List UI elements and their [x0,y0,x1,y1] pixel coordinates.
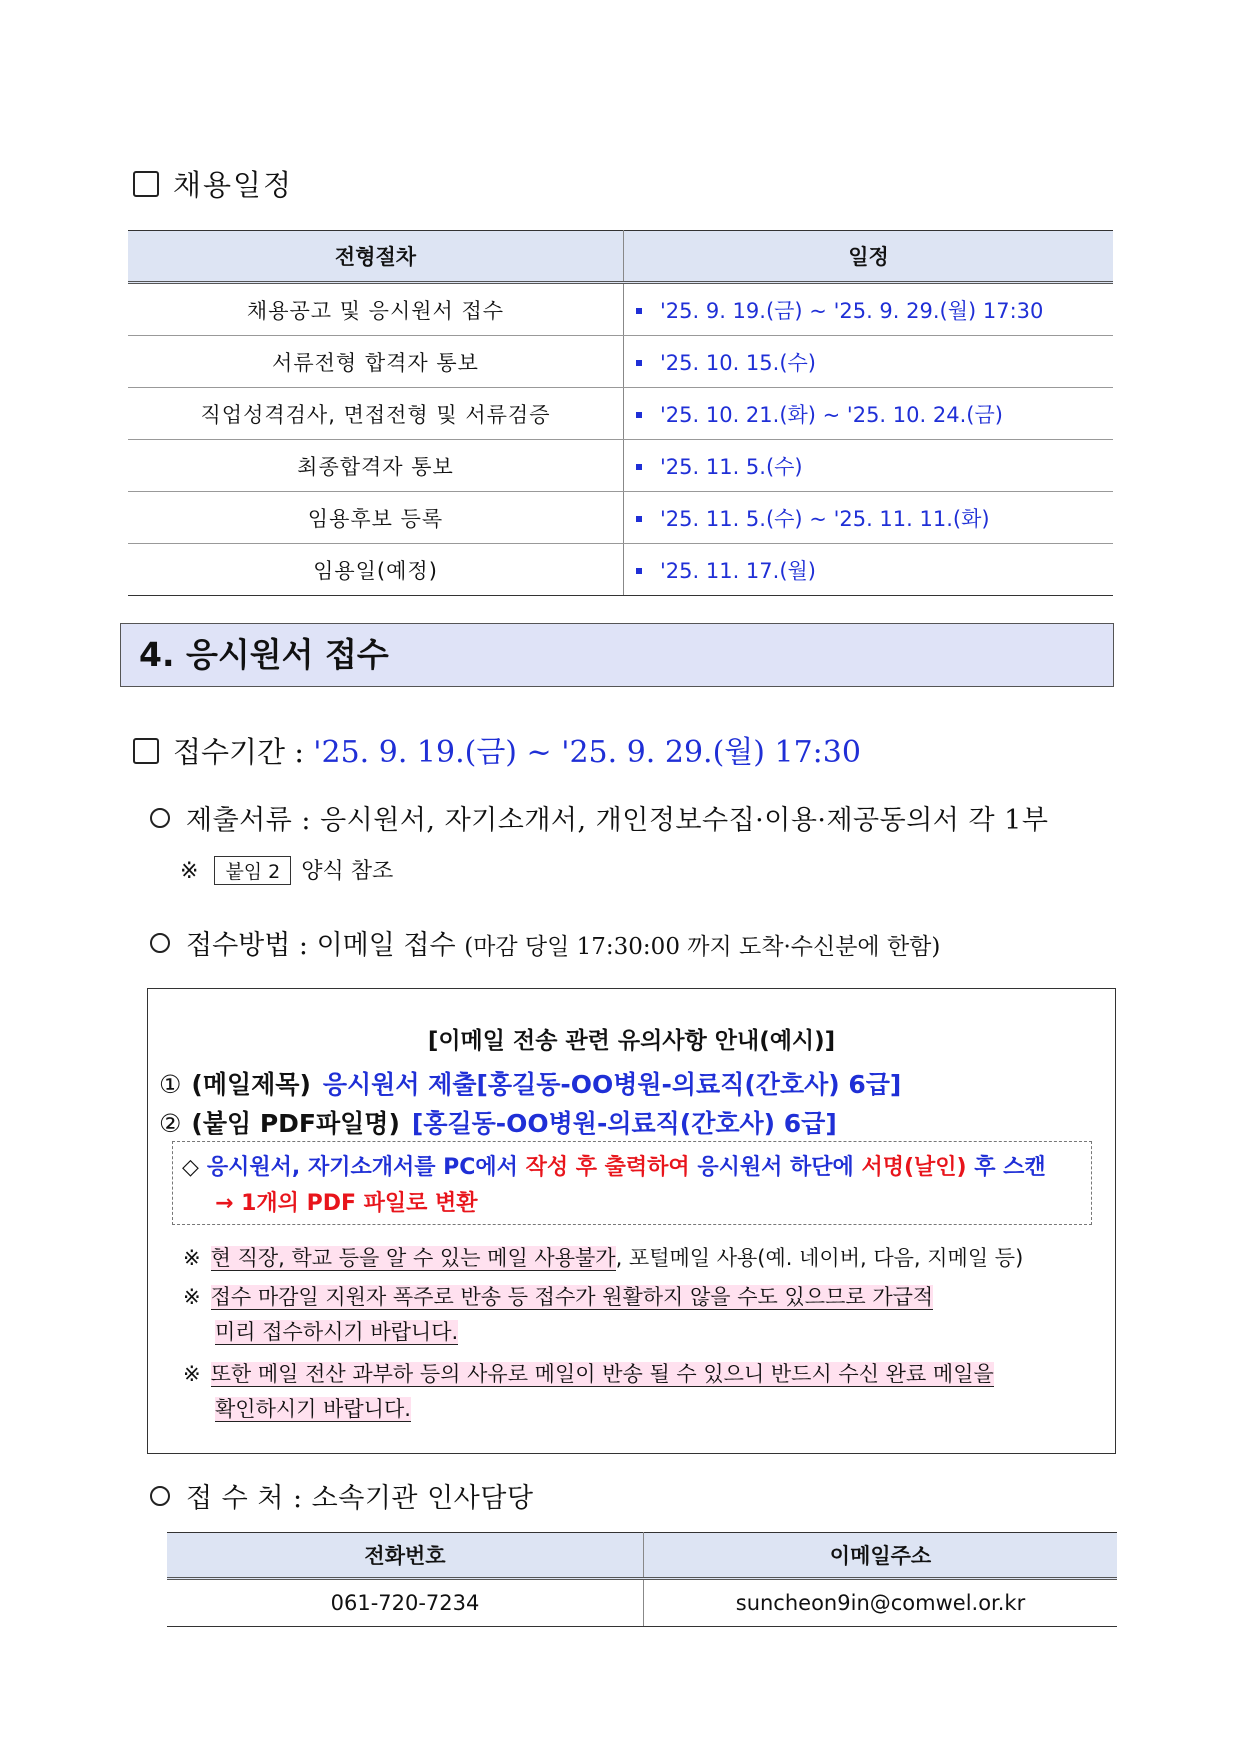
date-cell [624,544,1114,596]
table-row [128,336,1113,388]
notice-title: [이메일 전송 관련 유의사항 안내(예시)] [427,1028,836,1054]
receipt-destination [150,1476,533,1515]
square-bullet-icon [636,568,642,574]
date-text: '25. 9. 19.(금) ~ '25. 9. 29.(월) 17:30 [660,298,1044,323]
attach-note: 양식 참조 [301,859,394,884]
step-cell: 최종합격자 통보 [128,440,624,492]
date-cell [624,440,1114,492]
ref-mark: ※ [183,1246,201,1270]
circle-bullet-icon [150,933,170,953]
item2-label: (붙임 PDF파일명) [191,1109,400,1138]
note2-line2: 미리 접수하시기 바랍니다. [215,1320,459,1344]
method-label: 접수방법 : 이메일 접수 [186,930,456,961]
step-cell: 서류전형 합격자 통보 [128,336,624,388]
note1-rest: , 포털메일 사용(예. 네이버, 다음, 지메일 등) [615,1246,1024,1270]
period-value: '25. 9. 19.(금) ~ '25. 9. 29.(월) 17:30 [313,735,861,770]
inner-e: 후 스캔 [974,1155,1046,1180]
attach-tag: 붙임 2 [214,856,291,885]
schedule-header-row [128,231,1113,283]
note-3-cont [215,1393,411,1423]
square-bullet-icon [636,516,642,522]
col-phone-header: 전화번호 [167,1533,644,1579]
contact-table [167,1532,1117,1627]
inner-c: 응시원서 하단에 [697,1155,854,1180]
col-step-header: 전형절차 [128,231,624,283]
date-text: '25. 11. 5.(수) ~ '25. 11. 11.(화) [660,506,990,531]
email-cell: suncheon9in@comwel.or.kr [644,1579,1118,1627]
step-cell: 채용공고 및 응시원서 접수 [128,283,624,336]
square-bullet-icon [636,412,642,418]
ref-mark: ※ [180,859,199,884]
note-1 [183,1242,1023,1272]
note3-line1: 또한 메일 전산 과부하 등의 사유로 메일이 반송 될 수 있으니 반드시 수신 완료 메일을 [210,1362,994,1386]
inner-a: 응시원서, 자기소개서를 PC에서 [206,1155,518,1180]
item2-num: ② [159,1109,182,1138]
notice-item-1 [159,1065,901,1101]
inner-b: 작성 후 출력하여 [525,1155,690,1180]
item2-value: [홍길동-OO병원-의료직(간호사) 6급] [411,1109,837,1138]
section-heading: 4. 응시원서 접수 [120,623,1114,687]
note-2-cont [215,1316,458,1346]
item1-value: 응시원서 제출[홍길동-OO병원-의료직(간호사) 6급] [322,1070,902,1099]
date-text: '25. 10. 15.(수) [660,350,816,375]
schedule-heading-text: 채용일정 [173,168,294,202]
date-cell [624,492,1114,544]
square-bullet-icon [636,308,642,314]
checkbox-square-icon [133,171,159,197]
checkbox-square-icon [133,738,159,764]
receipt-period [133,727,861,771]
step-cell: 임용후보 등록 [128,492,624,544]
note2-line1: 접수 마감일 지원자 폭주로 반송 등 접수가 원활하지 않을 수도 있으므로 가급적 [210,1285,934,1309]
circle-bullet-icon [150,1486,170,1506]
date-cell [624,336,1114,388]
table-row [128,283,1113,336]
col-date-header: 일정 [624,231,1114,283]
table-row [128,492,1113,544]
docs-label: 제출서류 : 응시원서, 자기소개서, 개인정보수집·이용·제공동의서 각 1부 [186,805,1049,836]
table-row [128,440,1113,492]
inner-line-1 [182,1150,1046,1181]
schedule-table [128,230,1113,596]
required-documents [150,798,1048,837]
square-bullet-icon [636,464,642,470]
method-note: (마감 당일 17:30:00 까지 도착·수신분에 한함) [464,934,941,960]
phone-cell: 061-720-7234 [167,1579,644,1627]
circle-bullet-icon [150,808,170,828]
note-3 [183,1358,994,1388]
ref-mark: ※ [183,1285,201,1309]
contact-header-row [167,1533,1117,1579]
item1-num: ① [159,1070,182,1099]
period-label: 접수기간 : [173,735,305,769]
step-cell: 임용일(예정) [128,544,624,596]
notice-item-2 [159,1104,837,1140]
col-email-header: 이메일주소 [644,1533,1118,1579]
date-cell [624,283,1114,336]
inner-d: 서명(날인) [861,1155,967,1180]
table-row [128,544,1113,596]
diamond-icon: ◇ [182,1155,199,1180]
date-text: '25. 11. 5.(수) [660,454,803,479]
dest-label: 접 수 처 : 소속기관 인사담당 [186,1483,534,1514]
receipt-method [150,923,940,962]
table-row [167,1579,1117,1627]
schedule-heading [133,163,293,204]
note3-line2: 확인하시기 바랍니다. [215,1397,411,1421]
ref-mark: ※ [183,1362,201,1386]
date-text: '25. 10. 21.(화) ~ '25. 10. 24.(금) [660,402,1003,427]
note1-highlight: 현 직장, 학교 등을 알 수 있는 메일 사용불가 [210,1246,616,1270]
square-bullet-icon [636,360,642,366]
inner-line-2: → 1개의 PDF 파일로 변환 [215,1191,478,1216]
date-text: '25. 11. 17.(월) [660,558,816,583]
step-cell: 직업성격검사, 면접전형 및 서류검증 [128,388,624,440]
table-row [128,388,1113,440]
date-cell [624,388,1114,440]
item1-label: (메일제목) [191,1070,311,1099]
note-2 [183,1281,933,1311]
attachment-ref [180,854,393,885]
